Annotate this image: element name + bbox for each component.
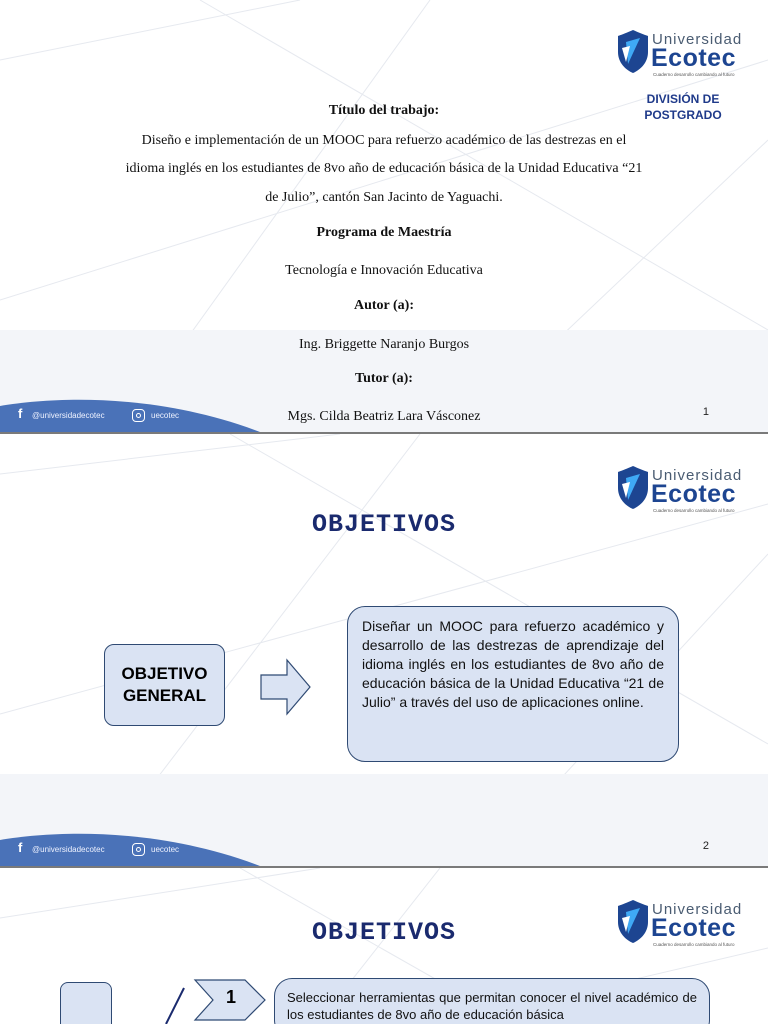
division-line-2: POSTGRADO (644, 108, 722, 122)
program-label: Programa de Maestría (316, 225, 452, 240)
ecotec-shield-icon (616, 464, 650, 510)
ecotec-logo (616, 464, 748, 516)
slide-1 (0, 0, 768, 432)
page-number: 1 (702, 406, 709, 418)
objectives-specific-box (60, 982, 112, 1024)
objective-number-1: 1 (226, 987, 237, 1007)
program-value: Tecnología e Innovación Educativa (285, 263, 483, 278)
facebook-icon[interactable]: f (18, 840, 23, 855)
logo-tagline: Cuaderno desarrollo cambiando al futuro (653, 942, 735, 947)
tutor-label: Tutor (a): (355, 371, 413, 386)
title-label: Título del trabajo: (328, 103, 440, 118)
page-number: 2 (702, 840, 709, 852)
title-line-2: idioma inglés en los estudiantes de 8vo año de educación básica de la Unidad Educativa “21 (125, 161, 643, 176)
slide-heading: OBJETIVOS (311, 918, 457, 947)
tutor-value: Mgs. Cilda Beatriz Lara Vásconez (287, 409, 481, 424)
facebook-handle[interactable]: @universidadecotec (32, 411, 105, 420)
logo-university-text: Universidad (652, 31, 743, 48)
instagram-handle[interactable]: uecotec (151, 411, 180, 420)
instagram-icon[interactable] (132, 843, 145, 856)
objective-general-description: Diseñar un MOOC para refuerzo académico y desarrollo de las destrezas de aprendizaje del idioma inglés en los estudiantes de 8vo año de educación básica de la Unidad Educativa “21 de Julio” a través del uso de aplicaciones online. (347, 606, 679, 762)
title-line-1: Diseño e implementación de un MOOC para refuerzo académico de las destrezas en el (141, 133, 627, 148)
author-label: Autor (a): (353, 298, 414, 313)
logo-name-text: Ecotec (651, 44, 736, 72)
logo-university-text: Universidad (652, 901, 743, 918)
slide-3 (0, 868, 768, 1024)
slide-heading: OBJETIVOS (311, 510, 457, 539)
logo-name-text: Ecotec (651, 914, 736, 942)
objective-general-box: OBJETIVO GENERAL (104, 644, 225, 726)
division-line-1: DIVISIÓN DE (646, 92, 720, 106)
right-arrow-icon (259, 658, 313, 716)
slide-2 (0, 434, 768, 866)
logo-tagline: Cuaderno desarrollo cambiando al futuro (653, 72, 735, 77)
logo-university-text: Universidad (652, 467, 743, 484)
objective-1-description: Seleccionar herramientas que permitan conocer el nivel académico de los estudiantes de 8vo año de educación básica (274, 978, 710, 1024)
facebook-icon[interactable]: f (18, 406, 23, 421)
logo-tagline: Cuaderno desarrollo cambiando al futuro (653, 508, 735, 513)
connector-line (160, 986, 188, 1024)
title-line-3: de Julio”, cantón San Jacinto de Yaguachi. (265, 190, 503, 205)
author-value: Ing. Briggette Naranjo Burgos (298, 337, 470, 352)
social-links (0, 826, 260, 866)
facebook-handle[interactable]: @universidadecotec (32, 845, 105, 854)
ecotec-logo (616, 28, 748, 80)
logo-name-text: Ecotec (651, 480, 736, 508)
ecotec-shield-icon (616, 28, 650, 74)
instagram-handle[interactable]: uecotec (151, 845, 180, 854)
